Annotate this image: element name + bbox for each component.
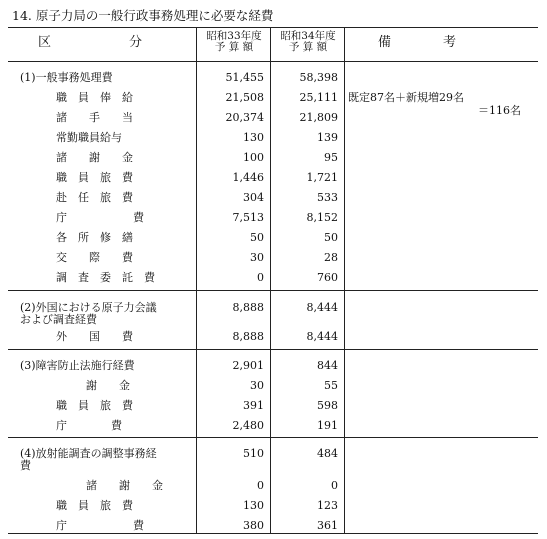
row-fy33-value: 304 — [243, 191, 264, 204]
row-label: 職 員 旅 費 — [56, 399, 133, 412]
row-fy33-value: 8,888 — [232, 330, 264, 343]
row-fy34-value: 28 — [324, 251, 338, 264]
row-fy33-value: 50 — [250, 231, 264, 244]
row-label: 常勤職員給与 — [56, 131, 122, 144]
row-fy33-value: 380 — [243, 519, 264, 532]
row-label: 赴 任 旅 費 — [56, 191, 133, 204]
row-label: 職 員 旅 費 — [56, 171, 133, 184]
row-fy33-value: 130 — [243, 131, 264, 144]
header-rule — [8, 61, 538, 62]
row-fy33-value: 100 — [243, 151, 264, 164]
page-title: 14. 原子力局の一般行政事務処理に必要な経費 — [12, 8, 274, 23]
row-fy33-value: 0 — [257, 271, 264, 284]
row-label: (3)障害防止法施行経費 — [20, 359, 135, 372]
section-divider — [8, 349, 538, 350]
row-fy33-value: 130 — [243, 499, 264, 512]
row-fy34-value: 25,111 — [299, 91, 338, 104]
row-fy34-value: 50 — [324, 231, 338, 244]
table-top-rule — [8, 27, 538, 28]
row-fy33-value: 51,455 — [225, 71, 264, 84]
header-kubun: 区 分 — [38, 35, 143, 50]
row-label: 諸 謝 金 — [56, 151, 133, 164]
row-label: 調 査 委 託 費 — [56, 271, 155, 284]
row-fy33-value: 391 — [243, 399, 264, 412]
column-divider — [344, 27, 345, 534]
table-bottom-rule — [8, 533, 538, 534]
row-fy33-value: 7,513 — [232, 211, 264, 224]
row-label: 交 際 費 — [56, 251, 133, 264]
row-fy33-value: 0 — [257, 479, 264, 492]
row-label: 職 員 俸 給 — [56, 91, 133, 104]
row-fy34-value: 95 — [324, 151, 338, 164]
header-fy33: 昭和33年度 予 算 額 — [206, 30, 262, 53]
row-label: (2)外国における原子力会議 — [20, 301, 157, 314]
row-fy34-value: 484 — [317, 447, 338, 460]
row-label: 職 員 旅 費 — [56, 499, 133, 512]
section-divider — [8, 437, 538, 438]
row-fy34-value: 8,152 — [306, 211, 338, 224]
row-label: 庁 費 — [56, 519, 144, 532]
row-fy34-value: 55 — [324, 379, 338, 392]
row-label: 諸 謝 金 — [86, 479, 163, 492]
row-fy33-value: 2,901 — [232, 359, 264, 372]
row-fy33-value: 21,508 — [225, 91, 264, 104]
header-biko: 備 考 — [378, 35, 457, 50]
row-fy34-value: 598 — [317, 399, 338, 412]
row-fy33-value: 1,446 — [232, 171, 264, 184]
row-fy34-value: 1,721 — [306, 171, 338, 184]
row-fy34-value: 123 — [317, 499, 338, 512]
row-note: 既定87名＋新規増29名 — [348, 91, 464, 104]
row-fy34-value: 760 — [317, 271, 338, 284]
row-fy33-value: 30 — [250, 379, 264, 392]
row-note-cont: ＝116名 — [478, 104, 521, 117]
row-fy34-value: 8,444 — [306, 301, 338, 314]
row-fy33-value: 510 — [243, 447, 264, 460]
budget-table — [8, 27, 538, 534]
row-fy33-value: 2,480 — [232, 419, 264, 432]
row-fy33-value: 8,888 — [232, 301, 264, 314]
row-label: 各 所 修 繕 — [56, 231, 133, 244]
row-fy34-value: 8,444 — [306, 330, 338, 343]
row-fy34-value: 533 — [317, 191, 338, 204]
row-label: 庁 費 — [56, 419, 122, 432]
row-fy34-value: 58,398 — [299, 71, 338, 84]
row-label: 費 — [20, 459, 31, 472]
row-fy34-value: 21,809 — [299, 111, 338, 124]
row-label: および調査経費 — [20, 313, 97, 326]
row-fy34-value: 191 — [317, 419, 338, 432]
row-label: 外 国 費 — [56, 330, 133, 343]
row-label: 諸 手 当 — [56, 111, 133, 124]
row-fy34-value: 361 — [317, 519, 338, 532]
row-fy34-value: 844 — [317, 359, 338, 372]
row-fy33-value: 20,374 — [225, 111, 264, 124]
row-fy34-value: 139 — [317, 131, 338, 144]
header-fy34: 昭和34年度 予 算 額 — [280, 30, 336, 53]
row-fy33-value: 30 — [250, 251, 264, 264]
row-label: 謝 金 — [86, 379, 130, 392]
row-label: 庁 費 — [56, 211, 144, 224]
row-label: (1)一般事務処理費 — [20, 71, 113, 84]
row-label: (4)放射能調査の調整事務経 — [20, 447, 157, 460]
section-divider — [8, 290, 538, 291]
row-fy34-value: 0 — [331, 479, 338, 492]
